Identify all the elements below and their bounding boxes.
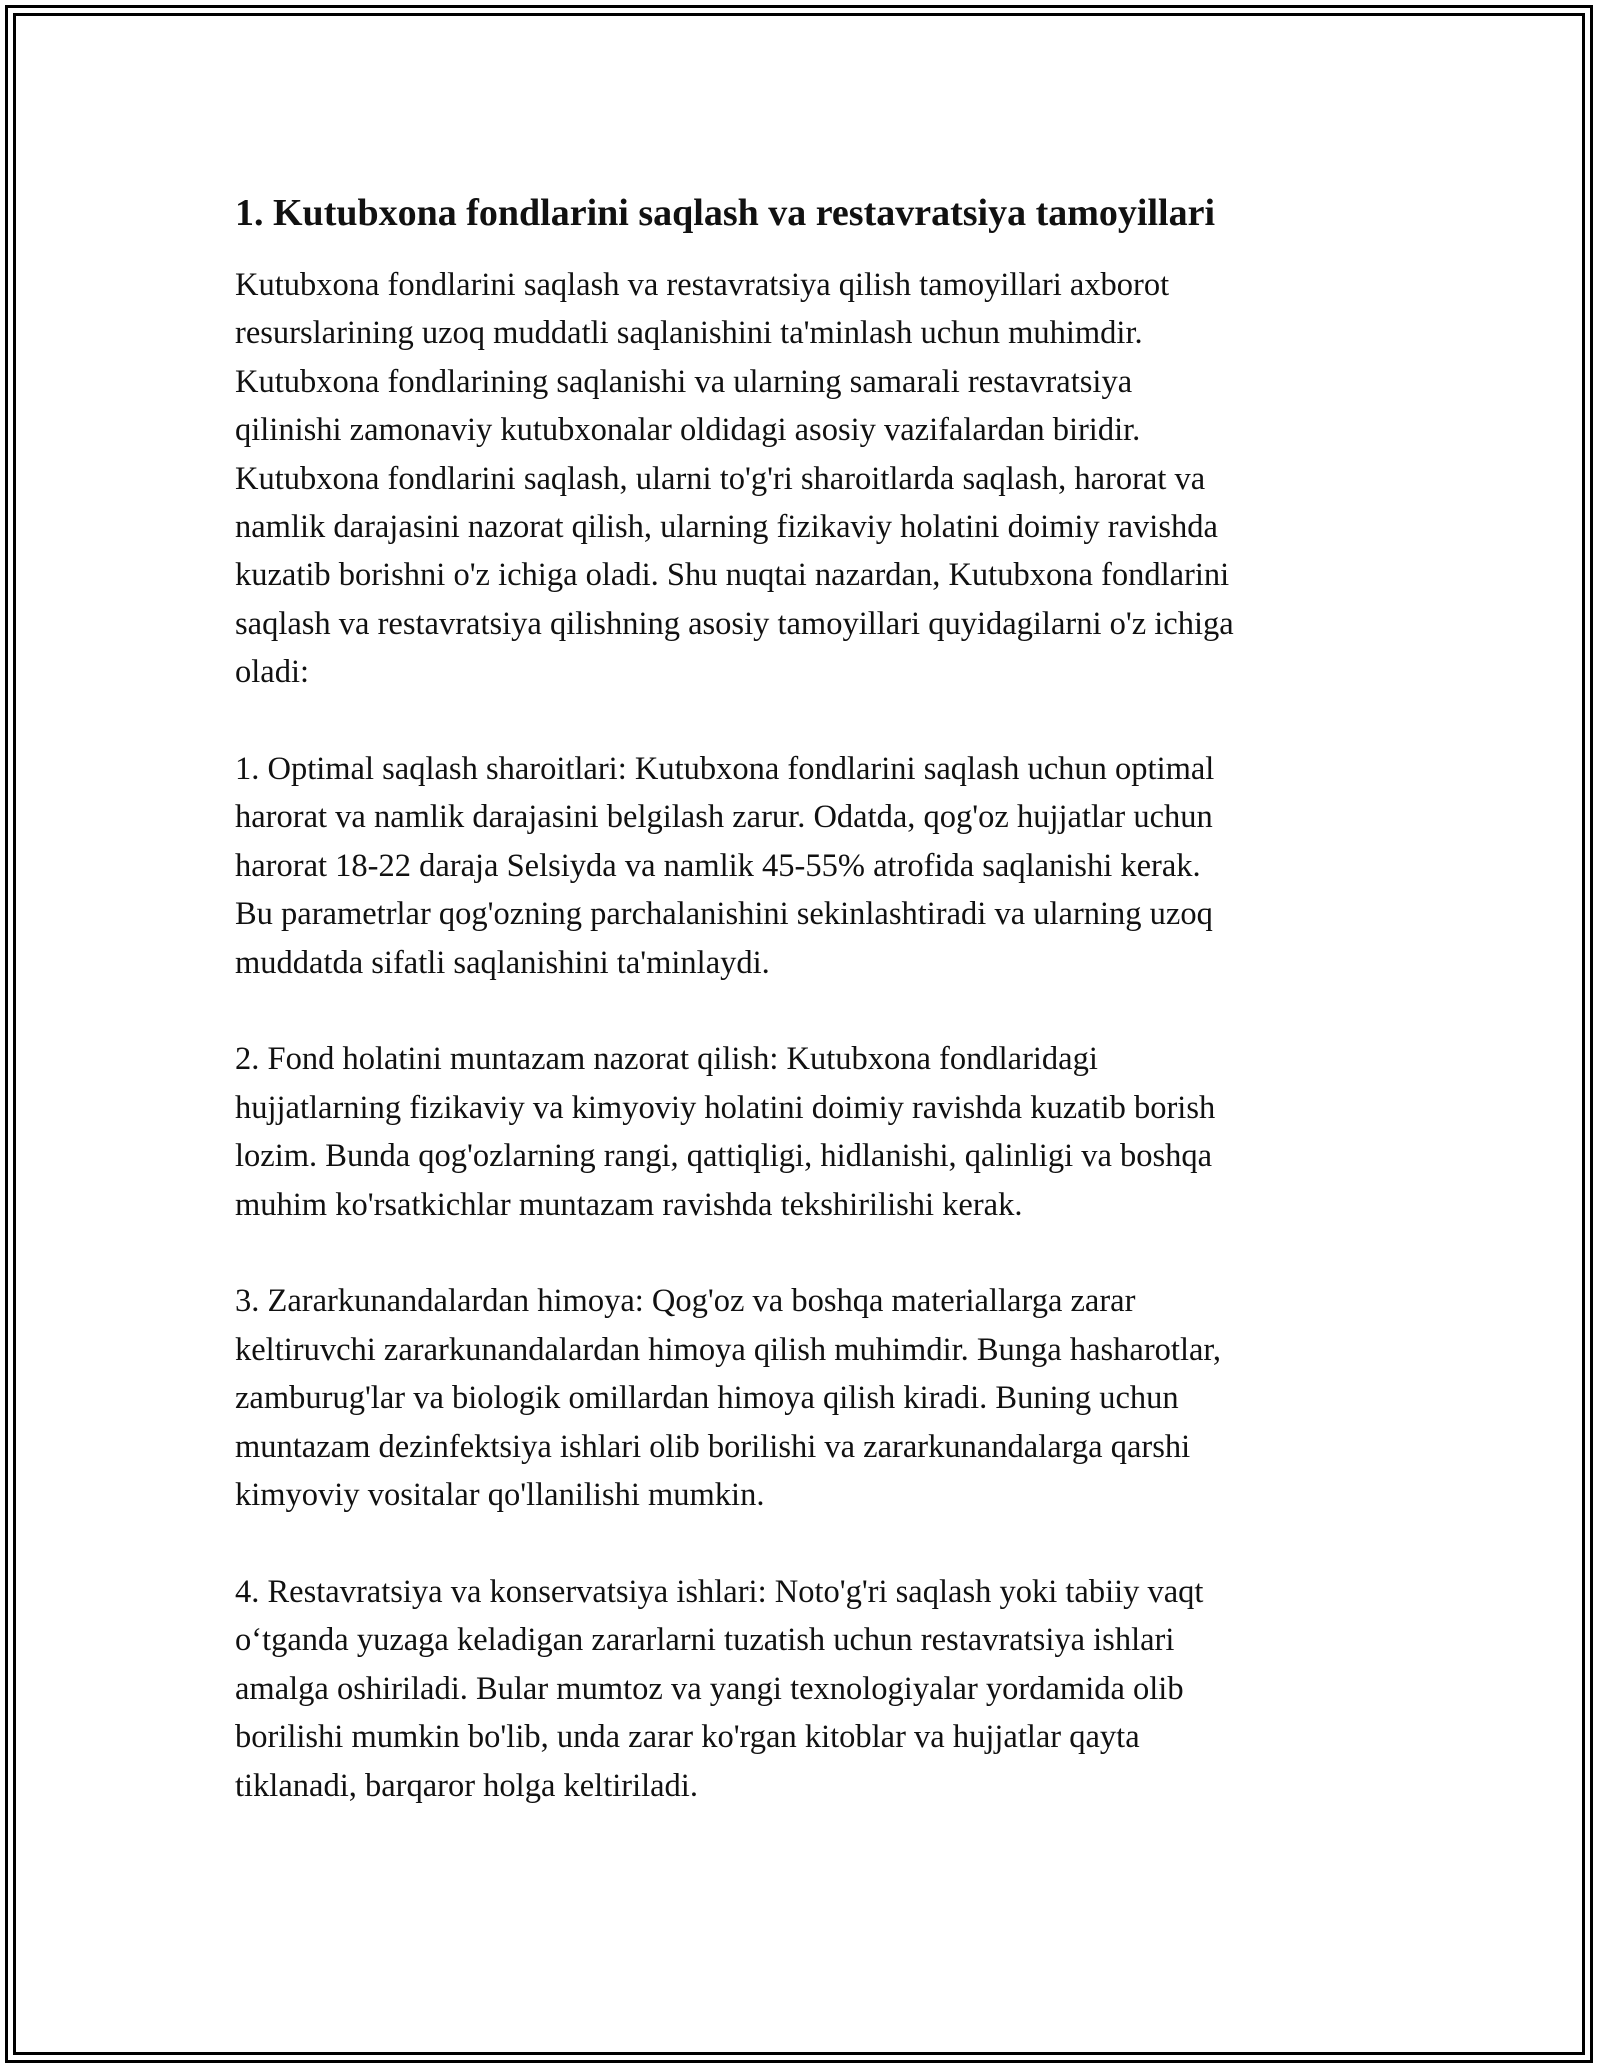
text-line: 3. Zararkunandalardan himoya: Qog'oz va boshqa materiallarga zarar [235,1283,1136,1320]
text-line: saqlash va restavratsiya qilishning asosiy tamoyillari quyidagilarni o'z ichiga [235,605,1234,642]
text-line: muhim ko'rsatkichlar muntazam ravishda tekshirilishi kerak. [235,1186,1023,1223]
text-line: borilishi mumkin bo'lib, unda zarar ko'rgan kitoblar va hujjatlar qayta [235,1719,1140,1756]
document-body [235,185,1385,1810]
intro-paragraph [235,261,1385,697]
text-line: kuzatib borishni o'z ichiga oladi. Shu nuqtai nazardan, Kutubxona fondlarini [235,557,1230,594]
text-line: zamburug'lar va biologik omillardan himoya qilish kiradi. Buning uchun [235,1380,1179,1417]
text-line: harorat 18-22 daraja Selsiyda va namlik 45-55% atrofida saqlanishi kerak. [235,847,1201,884]
text-line: 1. Optimal saqlash sharoitlari: Kutubxona fondlarini saqlash uchun optimal [235,751,1215,788]
text-line: keltiruvchi zararkunandalardan himoya qilish muhimdir. Bunga hasharotlar, [235,1331,1222,1368]
text-line: Kutubxona fondlarini saqlash, ularni to'g'ri sharoitlarda saqlash, harorat va [235,460,1206,497]
text-line: tiklanadi, barqaror holga keltiriladi. [235,1767,698,1804]
text-line: lozim. Bunda qog'ozlarning rangi, qattiqligi, hidlanishi, qalinligi va boshqa [235,1138,1213,1175]
paragraph-optimal-conditions [235,745,1385,987]
paragraph-pest-protection [235,1277,1385,1519]
text-line: hujjatlarning fizikaviy va kimyoviy holatini doimiy ravishda kuzatib borish [235,1089,1216,1126]
text-line: Bu parametrlar qog'ozning parchalanishini sekinlashtiradi va ularning uzoq [235,896,1213,933]
text-line: o‘tganda yuzaga keladigan zararlarni tuzatish uchun restavratsiya ishlari [235,1622,1175,1659]
text-line: namlik darajasini nazorat qilish, ularning fizikaviy holatini doimiy ravishda [235,509,1218,546]
paragraph-restoration [235,1568,1385,1810]
text-line: 4. Restavratsiya va konservatsiya ishlari: Noto'g'ri saqlash yoki tabiiy vaqt [235,1573,1204,1610]
section-heading: 1. Kutubxona fondlarini saqlash va restavratsiya tamoyillari [235,192,1216,234]
paragraph-condition-monitoring [235,1035,1385,1229]
text-line: Kutubxona fondlarining saqlanishi va ularning samarali restavratsiya [235,363,1133,400]
text-line: resurslarining uzoq muddatli saqlanishini ta'minlash uchun muhimdir. [235,315,1143,352]
text-line: harorat va namlik darajasini belgilash zarur. Odatda, qog'oz hujjatlar uchun [235,799,1213,836]
text-line: oladi: [235,654,310,691]
text-line: Kutubxona fondlarini saqlash va restavratsiya qilish tamoyillari axborot [235,267,1170,303]
text-line: kimyoviy vositalar qo'llanilishi mumkin. [235,1477,765,1514]
text-line: qilinishi zamonaviy kutubxonalar oldidagi asosiy vazifalardan biridir. [235,412,1141,449]
text-line: 2. Fond holatini muntazam nazorat qilish: Kutubxona fondlaridagi [235,1041,1098,1078]
text-line: amalga oshiriladi. Bular mumtoz va yangi texnologiyalar yordamida olib [235,1670,1184,1707]
text-line: muntazam dezinfektsiya ishlari olib borilishi va zararkunandalarga qarshi [235,1428,1191,1465]
text-line: muddatda sifatli saqlanishini ta'minlaydi. [235,944,770,981]
